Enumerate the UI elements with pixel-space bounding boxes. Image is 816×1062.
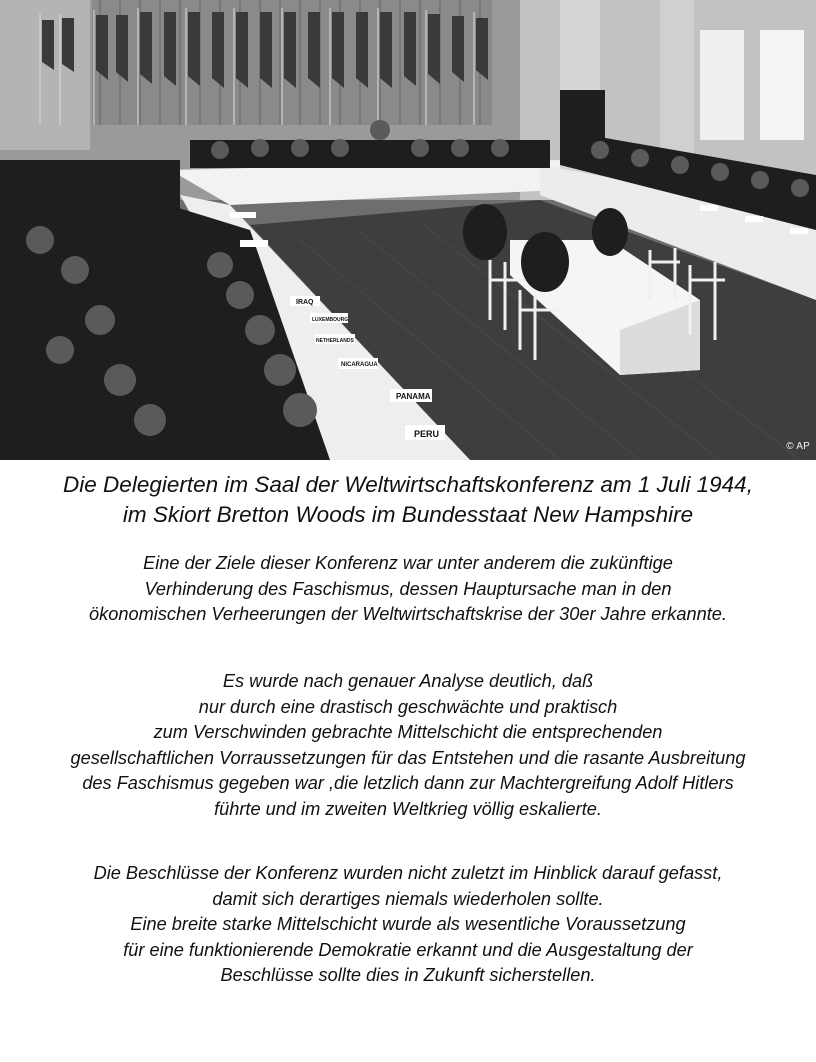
placard-iraq: IRAQ (296, 299, 314, 306)
caption-line: Die Delegierten im Saal der Weltwirtschaftskonferenz am 1 Juli 1944, (63, 472, 753, 497)
caption-line: im Skiort Bretton Woods im Bundesstaat New Hampshire (122, 502, 694, 527)
conference-photo (0, 0, 816, 460)
placard-nicaragua: NICARAGUA (341, 362, 378, 368)
placard-netherlands: NETHERLANDS (316, 338, 354, 344)
paragraph-goals (0, 551, 816, 628)
paragraph-line: Verhinderung des Faschismus, dessen Hauptursache man in den (144, 578, 672, 599)
photo-caption (0, 470, 816, 530)
paragraph-line: führte und im zweiten Weltkrieg völlig eskalierte. (214, 798, 602, 819)
paragraph-line: des Faschismus gegeben war ,die letzlich dann zur Machtergreifung Adolf Hitlers (82, 773, 734, 793)
paragraph-line: Eine breite starke Mittelschicht wurde als wesentliche Voraussetzung (130, 914, 686, 934)
paragraph-line: gesellschaftlichen Vorraussetzungen für das Entstehen und die rasante Ausbreitung (70, 747, 746, 768)
paragraph-line: zum Verschwinden gebrachte Mittelschicht die entsprechenden (153, 722, 663, 742)
placard-luxembourg: LUXEMBOURG (312, 317, 349, 323)
paragraph-line: Eine der Ziele dieser Konferenz war unter anderem die zukünftige (143, 553, 673, 573)
placard-panama: PANAMA (396, 392, 431, 401)
paragraph-line: damit sich derartiges niemals wiederholen sollte. (212, 888, 604, 909)
paragraph-line: Die Beschlüsse der Konferenz wurden nicht zuletzt im Hinblick darauf gefasst, (93, 863, 723, 883)
paragraph-line: Es wurde nach genauer Analyse deutlich, daß (222, 671, 594, 691)
paragraph-analysis (0, 669, 816, 822)
conference-hall-illustration (0, 0, 816, 460)
paragraph-line: ökonomischen Verheerungen der Weltwirtschaftskrise der 30er Jahre erkannte. (89, 604, 727, 624)
paragraph-decisions (0, 861, 816, 989)
photo-credit: © AP (786, 441, 810, 452)
paragraph-line: nur durch eine drastisch geschwächte und praktisch (198, 696, 618, 717)
placard-peru: PERU (414, 429, 440, 439)
paragraph-line: für eine funktionierende Demokratie erkannt und die Ausgestaltung der (123, 939, 693, 960)
paragraph-line: Beschlüsse sollte dies in Zukunft sicherstellen. (220, 965, 596, 985)
